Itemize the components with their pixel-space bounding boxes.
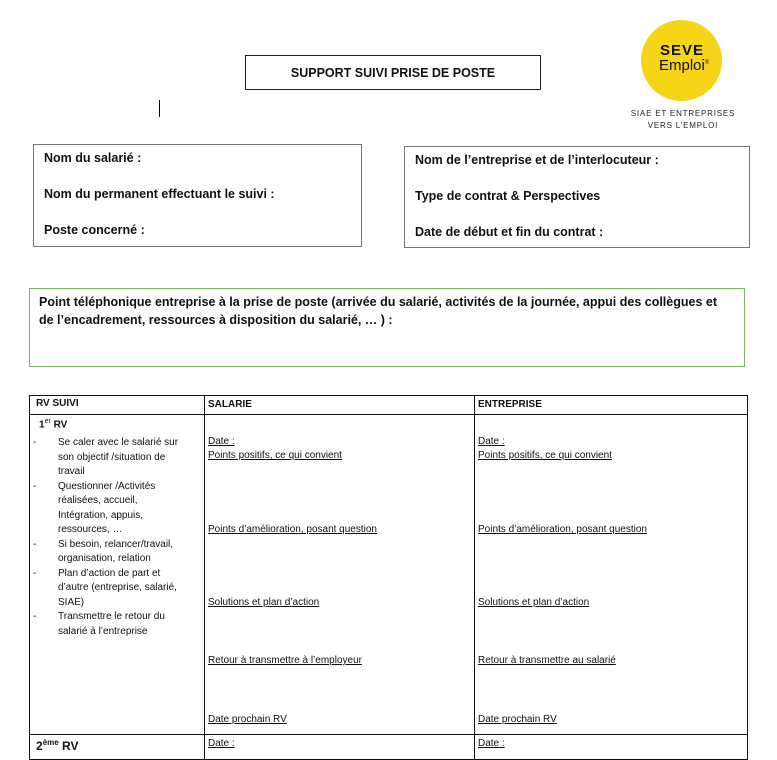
position-label: Poste concerné :: [44, 223, 145, 237]
employee-name-label: Nom du salarié :: [44, 151, 142, 165]
salarie-positive-points: Points positifs, ce qui convient: [208, 450, 342, 461]
list-item: - Plan d’action de part et d’autre (entreprise, salarié, SIAE): [33, 567, 188, 611]
rv1-steps-list: [33, 436, 188, 639]
salarie-date-label: Date :: [208, 436, 235, 447]
salarie-improvement-points: Points d’amélioration, posant question: [208, 524, 377, 535]
rv1-label: 1er RV: [39, 418, 68, 431]
salarie-solutions: Solutions et plan d’action: [208, 597, 320, 608]
header-entreprise: ENTREPRISE: [475, 396, 748, 415]
header-salarie: SALARIE: [205, 396, 475, 415]
salarie-feedback: Retour à transmettre à l’employeur: [208, 655, 362, 666]
staff-name-label: Nom du permanent effectuant le suivi :: [44, 187, 275, 201]
list-item: - Questionner /Activités réalisées, accueil, Intégration, appuis, ressources, …: [33, 480, 188, 538]
rv1-entreprise-cell: [475, 415, 748, 735]
list-item: - Si besoin, relancer/travail, organisation, relation: [33, 538, 188, 567]
list-item: - Transmettre le retour du salarié à l’entreprise: [33, 610, 188, 639]
salarie-next-date: Date prochain RV: [208, 714, 287, 725]
phone-point-box: Point téléphonique entreprise à la prise de poste (arrivée du salarié, activités de la journée, appui des collègues et de l’encadrement, ressources à disposition du salarié, … ) :: [29, 288, 745, 367]
header-rv-suivi: RV SUIVI: [30, 396, 205, 415]
logo-brand-bottom: Emploi®: [659, 57, 710, 74]
rv-table: [29, 395, 748, 760]
entreprise-solutions: Solutions et plan d’action: [478, 597, 590, 608]
entreprise-next-date: Date prochain RV: [478, 714, 557, 725]
employee-info-box: [33, 144, 362, 247]
entreprise-date-label: Date :: [478, 436, 505, 447]
text-cursor: [159, 100, 160, 117]
rv2-salarie-date: Date :: [208, 738, 235, 749]
entreprise-feedback: Retour à transmettre au salarié: [478, 655, 616, 666]
contract-type-label: Type de contrat & Perspectives: [415, 189, 601, 203]
logo-brand-top: SEVE: [660, 42, 705, 59]
contract-dates-label: Date de début et fin du contrat :: [415, 225, 604, 239]
rv2-entreprise-date: Date :: [478, 738, 505, 749]
company-name-label: Nom de l’entreprise et de l’interlocuteur :: [415, 153, 659, 167]
document-title: SUPPORT SUIVI PRISE DE POSTE: [245, 55, 541, 90]
entreprise-positive-points: Points positifs, ce qui convient: [478, 450, 612, 461]
company-info-box: [404, 146, 750, 248]
rv1-salarie-cell: [205, 415, 475, 735]
list-item: - Se caler avec le salarié sur son objectif /situation de travail: [33, 436, 188, 480]
rv1-cell: [30, 415, 205, 735]
entreprise-improvement-points: Points d’amélioration, posant question: [478, 524, 647, 535]
rv2-label: 2ème RV: [36, 738, 79, 753]
logo-tagline: SIAE ET ENTREPRISES VERS L’EMPLOI: [630, 109, 736, 130]
